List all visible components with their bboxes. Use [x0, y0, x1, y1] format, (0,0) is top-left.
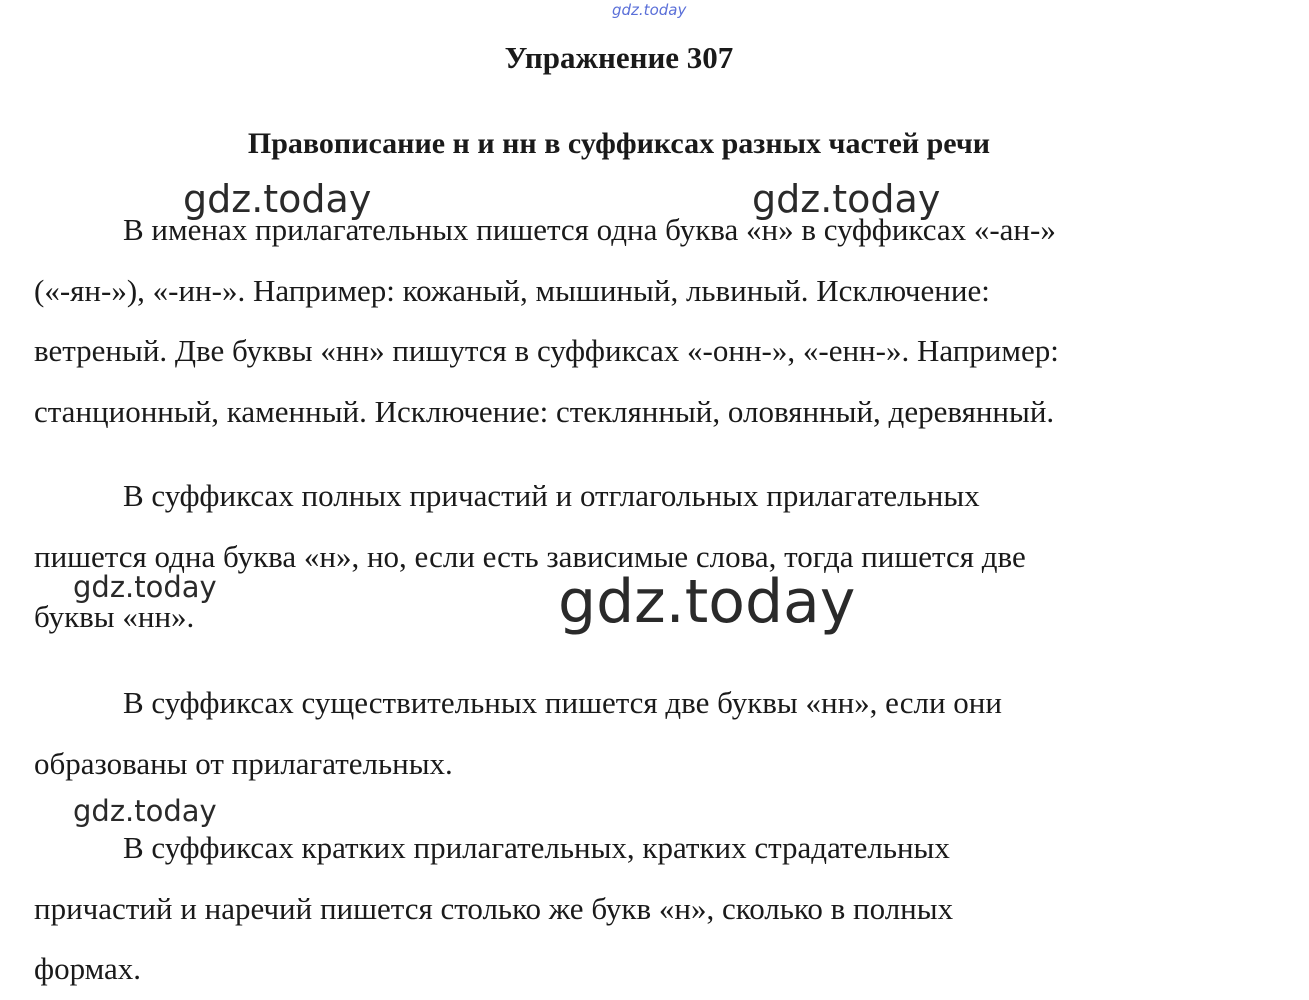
exercise-subtitle: Правописание н и нн в суффиксах разных частей речи — [247, 127, 991, 160]
watermark-c: gdz.today — [73, 570, 217, 604]
paragraph-line: В суффиксах кратких прилагательных, кратких страдательных — [123, 830, 950, 865]
watermark-a: gdz.today — [183, 177, 372, 221]
paragraph-line: В именах прилагательных пишется одна буква «н» в суффиксах «-ан-» — [123, 212, 1056, 247]
exercise-title: Упражнение 307 — [504, 40, 734, 75]
paragraph-line: В суффиксах существительных пишется две буквы «нн», если они — [123, 685, 1002, 720]
watermark-b: gdz.today — [752, 177, 941, 221]
watermark-e: gdz.today — [73, 794, 217, 828]
paragraph-4 — [34, 818, 1209, 1000]
paragraph-line: пишется одна буква «н», но, если есть зависимые слова, тогда пишется две — [34, 538, 1026, 574]
paragraph-line: причастий и наречий пишется столько же букв «н», сколько в полных — [34, 890, 954, 926]
paragraph-1 — [34, 200, 1209, 442]
paragraph-3 — [34, 673, 1209, 794]
watermark-d: gdz.today — [558, 567, 856, 637]
paragraph-line: ветреный. Две буквы «нн» пишутся в суффиксах «-онн-», «-енн-». Например: — [34, 333, 1059, 368]
paragraph-line: формах. — [34, 951, 142, 986]
paragraph-line: буквы «нн». — [34, 599, 195, 634]
paragraph-line: («-ян-»), «-ин-». Например: кожаный, мышиный, львиный. Исключение: — [34, 272, 990, 308]
paragraph-line: образованы от прилагательных. — [34, 745, 453, 781]
paragraph-line: станционный, каменный. Исключение: стеклянный, оловянный, деревянный. — [34, 393, 1055, 429]
watermark-top: gdz.today — [612, 1, 687, 19]
paragraph-line: В суффиксах полных причастий и отглагольных прилагательных — [123, 478, 980, 513]
